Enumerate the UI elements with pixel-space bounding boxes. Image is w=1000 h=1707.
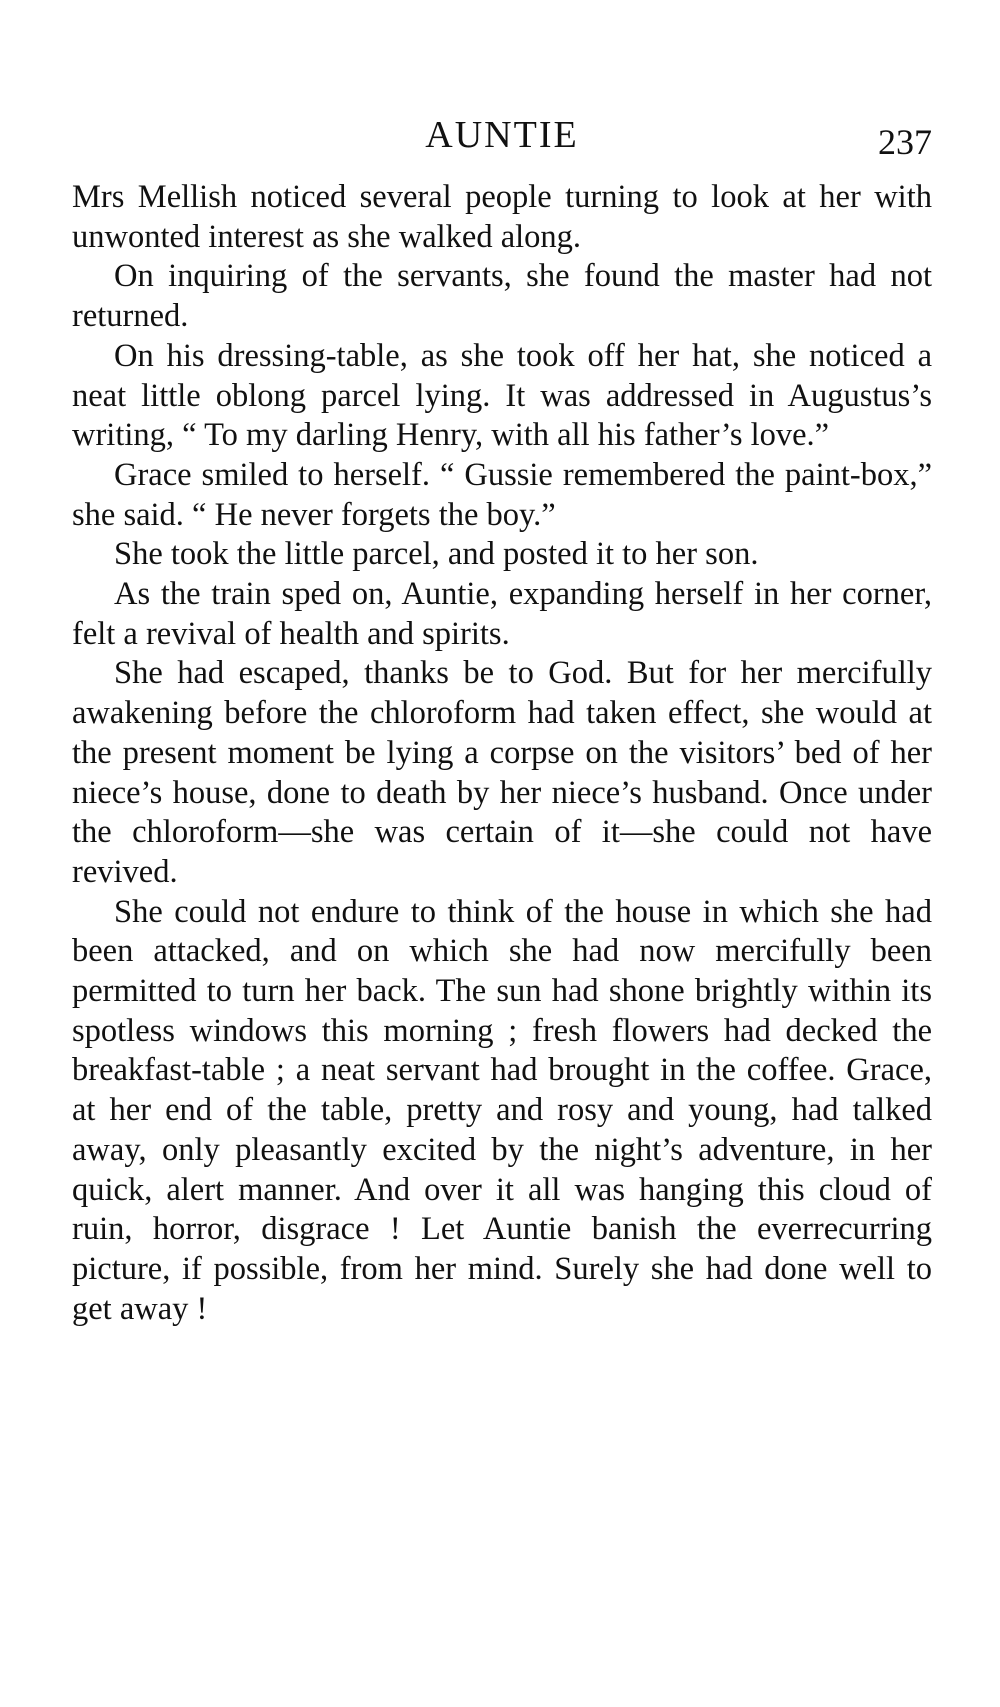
- page-number: 237: [878, 122, 932, 162]
- paragraph: As the train sped on, Auntie, expanding herself in her corner, felt a revival of health and spirits.: [72, 576, 932, 652]
- paragraph: Grace smiled to herself. “ Gussie remembered the paint-box,” she said. “ He never forgets the boy.”: [72, 456, 932, 533]
- body-text: [72, 178, 932, 1329]
- paragraph: She could not endure to think of the house in which she had been attacked, and on which she had now mercifully been permitted to turn her back. The sun had shone brightly within its spotless windows this morning ; fresh flowers had decked the breakfast-table ; a neat servant had brought in the coffee. Grace, at her end of the table, pretty and rosy and young, had talked away, only pleasantly excited by the night’s adventure, in her quick, alert manner. And over it all was hanging this cloud of ruin, horror, disgrace ! Let Auntie banish the everrecurring picture, if possible, from her mind. Surely she had done well to get away !: [72, 893, 932, 1327]
- paragraph: On his dressing-table, as she took off her hat, she noticed a neat little oblong parcel lying. It was addressed in Augustus’s writing, “ To my darling Henry, with all his father’s love.”: [72, 337, 932, 454]
- paragraph: She took the little parcel, and posted it to her son.: [114, 536, 759, 573]
- running-head: [72, 112, 932, 164]
- running-title: AUNTIE: [425, 114, 579, 156]
- paragraph: Mrs Mellish noticed several people turning to look at her with unwonted interest as she walked along.: [72, 179, 932, 255]
- paragraph: She had escaped, thanks be to God. But for her mercifully awakening before the chloroform had taken effect, she would at the present moment be lying a corpse on the visitors’ bed of her niece’s house, done to death by her niece’s husband. Once under the chloroform—she was certain of it—she could not have revived.: [72, 655, 932, 890]
- paragraph: On inquiring of the servants, she found the master had not returned.: [72, 258, 932, 335]
